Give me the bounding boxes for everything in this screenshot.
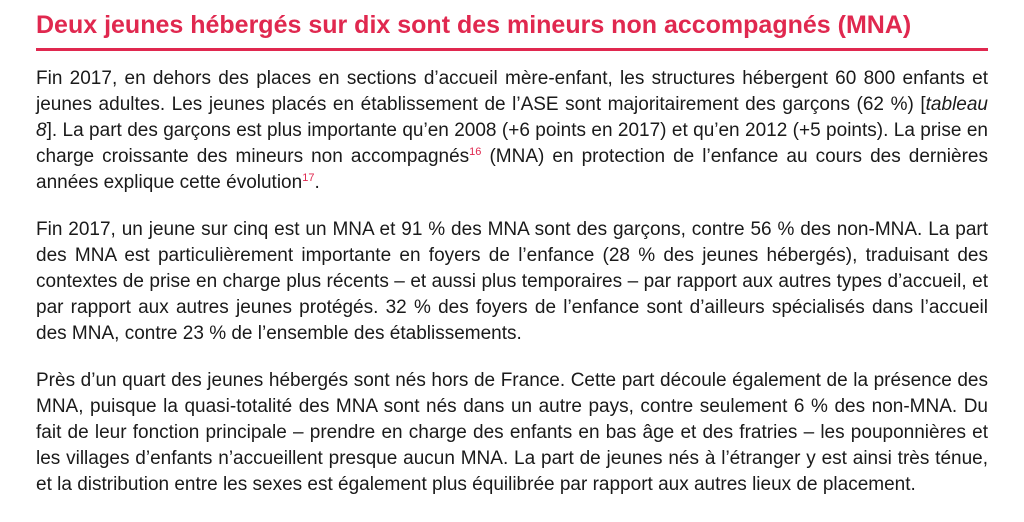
- footnote-ref-16[interactable]: 16: [469, 146, 482, 158]
- table-reference: tableau 8: [36, 94, 988, 141]
- paragraph-1-part-1: Fin 2017, en dehors des places en sections d’accueil mère-enfant, les structures hébergent 60 800 enfants et jeunes adultes. Les jeunes placés en établissement de l’ASE sont majoritairement des garçons (62 %) [: [36, 68, 988, 115]
- heading-underline: [36, 48, 988, 51]
- paragraph-2: Fin 2017, un jeune sur cinq est un MNA et 91 % des MNA sont des garçons, contre 56 % des non-MNA. La part des MNA est particulièrement importante en foyers de l’enfance (28 % des jeunes hébergés), traduisant des contextes de prise en charge plus récents – et aussi plus temporaires – par rapport aux autres types d’accueil, et par rapport aux autres jeunes protégés. 32 % des foyers de l’enfance sont d’ailleurs spécialisés dans l’accueil des MNA, contre 23 % de l’ensemble des établissements.: [36, 219, 988, 344]
- paragraph-1-part-4: .: [314, 172, 320, 193]
- body-text: [36, 66, 988, 519]
- paragraph-1-part-2: ]. La part des garçons est plus importante qu’en 2008 (+6 points en 2017) et qu’en 2012 (+5 points). La prise en charge croissante des mineurs non accompagnés: [36, 120, 988, 167]
- paragraph-3: Près d’un quart des jeunes hébergés sont nés hors de France. Cette part découle également de la présence des MNA, puisque la quasi-totalité des MNA sont nés dans un autre pays, contre seulement 6 % des non-MNA. Du fait de leur fonction principale – prendre en charge des enfants en bas âge et des fratries – les pouponnières et les villages d’enfants n’accueillent presque aucun MNA. La part de jeunes nés à l’étranger y est ainsi très ténue, et la distribution entre les sexes est également plus équilibrée par rapport aux autres lieux de placement.: [36, 370, 988, 495]
- footnote-ref-17[interactable]: 17: [302, 172, 315, 184]
- section-heading: Deux jeunes hébergés sur dix sont des mineurs non accompagnés (MNA): [36, 11, 912, 39]
- paragraph-1: [36, 66, 988, 196]
- paragraph-1-part-3: (MNA) en protection de l’enfance au cours des dernières années explique cette évolution: [36, 146, 988, 193]
